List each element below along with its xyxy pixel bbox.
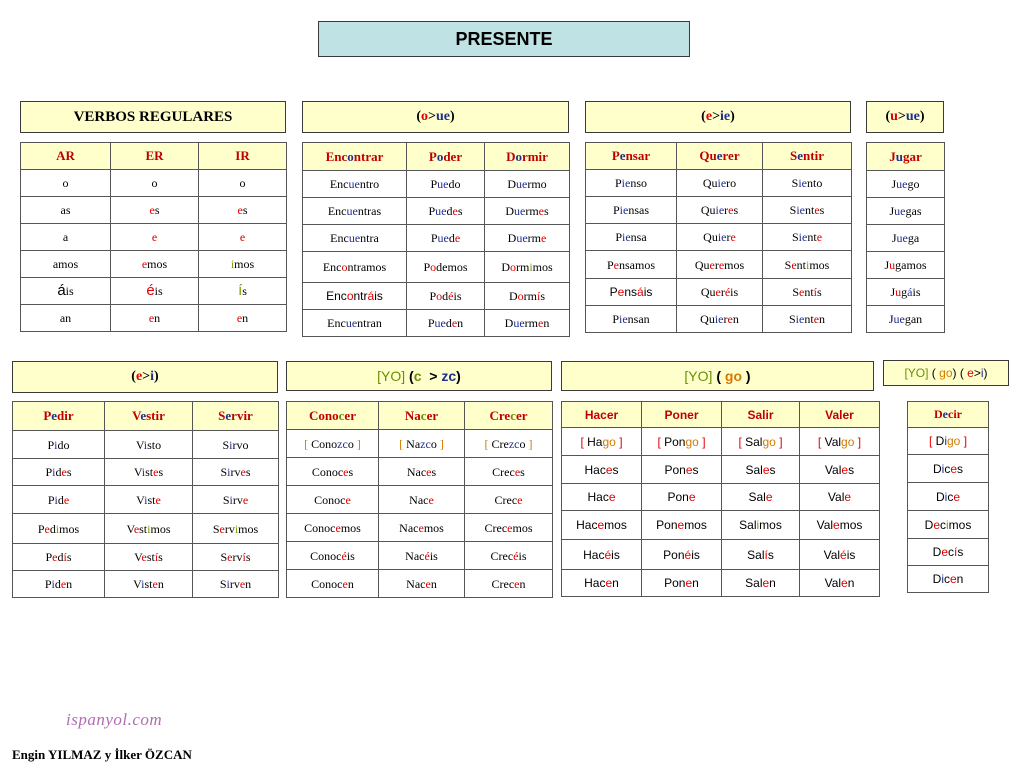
- cell: Nacéis: [379, 542, 465, 570]
- cell: éis: [111, 278, 199, 305]
- cell: Quieres: [677, 197, 763, 224]
- cell: [ Pongo ]: [642, 428, 722, 456]
- cell: es: [111, 197, 199, 224]
- cell: Nacemos: [379, 514, 465, 542]
- cell: en: [111, 305, 199, 332]
- cell: Jugáis: [867, 279, 945, 306]
- cell: Juegas: [867, 198, 945, 225]
- cell: áis: [21, 278, 111, 305]
- cell: Vestís: [105, 544, 193, 571]
- cell: o: [111, 170, 199, 197]
- cell: Encuentran: [303, 310, 407, 337]
- cell: Creces: [465, 458, 553, 486]
- header-u-ue: (u>ue): [866, 101, 944, 133]
- cell: Conoce: [287, 486, 379, 514]
- col-vestir: Vestir: [105, 402, 193, 431]
- table-regulares: [20, 142, 287, 332]
- cell: Nacen: [379, 570, 465, 598]
- cell: Nace: [379, 486, 465, 514]
- cell: Sentimos: [763, 251, 852, 279]
- col-crecer: Crecer: [465, 402, 553, 430]
- col-dormir: Dormir: [485, 143, 570, 171]
- site-logo: ispanyol.com: [66, 710, 163, 729]
- header-e-ie: (e>ie): [585, 101, 851, 133]
- cell: Decimos: [908, 511, 989, 539]
- cell: Siente: [763, 224, 852, 251]
- col-nacer: Nacer: [379, 402, 465, 430]
- cell: Piensa: [586, 224, 677, 251]
- cell: Viste: [105, 486, 193, 514]
- col-querer: Querer: [677, 143, 763, 170]
- cell: Piden: [13, 571, 105, 598]
- cell: Conocéis: [287, 542, 379, 570]
- cell: Pones: [642, 456, 722, 484]
- cell: Duermes: [485, 198, 570, 225]
- cell: Pido: [13, 431, 105, 459]
- cell: Conocen: [287, 570, 379, 598]
- cell: Dices: [908, 455, 989, 483]
- cell: Pienso: [586, 170, 677, 197]
- cell: [ Valgo ]: [800, 428, 880, 456]
- cell: a: [21, 224, 111, 251]
- col-salir: Salir: [722, 402, 800, 428]
- cell: Sirves: [193, 459, 279, 486]
- header-verbos-regulares: VERBOS REGULARES: [20, 101, 286, 133]
- col-sentir: Sentir: [763, 143, 852, 170]
- cell: Pedimos: [13, 514, 105, 544]
- cell: Hacéis: [562, 540, 642, 570]
- authors: Engin YILMAZ y İlker ÖZCAN: [12, 747, 192, 762]
- table-decir: [907, 401, 989, 593]
- cell: Sirvo: [193, 431, 279, 459]
- page-title: PRESENTE: [318, 21, 690, 57]
- cell: Decís: [908, 539, 989, 566]
- cell: Salen: [722, 570, 800, 597]
- cell: Pensamos: [586, 251, 677, 279]
- cell: Valéis: [800, 540, 880, 570]
- header-c-zc: [YO] (c > zc): [286, 361, 552, 391]
- cell: Pueden: [407, 310, 485, 337]
- col-poder: Poder: [407, 143, 485, 171]
- cell: Dice: [908, 483, 989, 511]
- cell: amos: [21, 251, 111, 278]
- cell: Quieren: [677, 306, 763, 333]
- table-c-zc: [286, 401, 553, 598]
- cell: Queremos: [677, 251, 763, 279]
- cell: Haces: [562, 456, 642, 484]
- cell: Sirve: [193, 486, 279, 514]
- cell: imos: [199, 251, 287, 278]
- cell: Jugamos: [867, 252, 945, 279]
- cell: Ponéis: [642, 540, 722, 570]
- cell: Quiere: [677, 224, 763, 251]
- cell: Pides: [13, 459, 105, 486]
- cell: Visten: [105, 571, 193, 598]
- cell: Duermo: [485, 171, 570, 198]
- cell: Dormimos: [485, 252, 570, 283]
- cell: Encontráis: [303, 283, 407, 310]
- cell: Sientes: [763, 197, 852, 224]
- cell: Vale: [800, 484, 880, 511]
- cell: Duerme: [485, 225, 570, 252]
- cell: Servís: [193, 544, 279, 571]
- header-go-e-i: [YO] ( go) ( e>i): [883, 360, 1009, 386]
- cell: Dicen: [908, 566, 989, 593]
- cell: as: [21, 197, 111, 224]
- cell: Pide: [13, 486, 105, 514]
- cell: Pedís: [13, 544, 105, 571]
- cell: Ponen: [642, 570, 722, 597]
- cell: Sales: [722, 456, 800, 484]
- table-e-ie: [585, 142, 852, 333]
- cell: es: [199, 197, 287, 224]
- col-er: ER: [111, 143, 199, 170]
- col-poner: Poner: [642, 402, 722, 428]
- cell: Podemos: [407, 252, 485, 283]
- cell: Quiero: [677, 170, 763, 197]
- table-o-ue: [302, 142, 570, 337]
- cell: Juega: [867, 225, 945, 252]
- cell: Encuentras: [303, 198, 407, 225]
- cell: Vestimos: [105, 514, 193, 544]
- table-go: [561, 401, 880, 597]
- cell: Vistes: [105, 459, 193, 486]
- cell: Hacen: [562, 570, 642, 597]
- cell: an: [21, 305, 111, 332]
- cell: o: [199, 170, 287, 197]
- cell: Encuentra: [303, 225, 407, 252]
- cell: e: [199, 224, 287, 251]
- cell: Conoces: [287, 458, 379, 486]
- cell: Salimos: [722, 511, 800, 540]
- cell: Visto: [105, 431, 193, 459]
- cell: Conocemos: [287, 514, 379, 542]
- cell: Crecéis: [465, 542, 553, 570]
- cell: [ Salgo ]: [722, 428, 800, 456]
- col-pedir: Pedir: [13, 402, 105, 431]
- col-pensar: Pensar: [586, 143, 677, 170]
- cell: Vales: [800, 456, 880, 484]
- cell: Puedo: [407, 171, 485, 198]
- col-ir: IR: [199, 143, 287, 170]
- cell: Queréis: [677, 279, 763, 306]
- cell: Crecen: [465, 570, 553, 598]
- cell: Siento: [763, 170, 852, 197]
- cell: Crece: [465, 486, 553, 514]
- cell: Crecemos: [465, 514, 553, 542]
- cell: Sale: [722, 484, 800, 511]
- cell: Duermen: [485, 310, 570, 337]
- cell: Salís: [722, 540, 800, 570]
- cell: Ponemos: [642, 511, 722, 540]
- cell: ís: [199, 278, 287, 305]
- cell: Piensan: [586, 306, 677, 333]
- cell: emos: [111, 251, 199, 278]
- cell: en: [199, 305, 287, 332]
- cell: Valen: [800, 570, 880, 597]
- header-go: [YO] ( go ): [561, 361, 874, 391]
- col-conocer: Conocer: [287, 402, 379, 430]
- cell: Servimos: [193, 514, 279, 544]
- cell: e: [111, 224, 199, 251]
- cell: Piensas: [586, 197, 677, 224]
- col-hacer: Hacer: [562, 402, 642, 428]
- cell: Sentís: [763, 279, 852, 306]
- cell: [ Digo ]: [908, 428, 989, 455]
- cell: Hace: [562, 484, 642, 511]
- cell: Hacemos: [562, 511, 642, 540]
- cell: Naces: [379, 458, 465, 486]
- cell: Puede: [407, 225, 485, 252]
- cell: Juegan: [867, 306, 945, 333]
- cell: Pone: [642, 484, 722, 511]
- cell: Puedes: [407, 198, 485, 225]
- cell: Encuentro: [303, 171, 407, 198]
- cell: [ Crezco ]: [465, 430, 553, 458]
- header-e-i: (e>i): [12, 361, 278, 393]
- header-o-ue: (o>ue): [302, 101, 569, 133]
- cell: [ Nazco ]: [379, 430, 465, 458]
- cell: Juego: [867, 171, 945, 198]
- cell: Sirven: [193, 571, 279, 598]
- cell: Sienten: [763, 306, 852, 333]
- col-jugar: Jugar: [867, 143, 945, 171]
- cell: [ Hago ]: [562, 428, 642, 456]
- col-encontrar: Encontrar: [303, 143, 407, 171]
- cell: Valemos: [800, 511, 880, 540]
- cell: Pensáis: [586, 279, 677, 306]
- cell: Dormís: [485, 283, 570, 310]
- cell: Encontramos: [303, 252, 407, 283]
- col-decir: Decir: [908, 402, 989, 428]
- table-u-ue: [866, 142, 945, 333]
- col-servir: Servir: [193, 402, 279, 431]
- cell: Podéis: [407, 283, 485, 310]
- col-valer: Valer: [800, 402, 880, 428]
- cell: o: [21, 170, 111, 197]
- table-e-i: [12, 401, 279, 598]
- col-ar: AR: [21, 143, 111, 170]
- cell: [ Conozco ]: [287, 430, 379, 458]
